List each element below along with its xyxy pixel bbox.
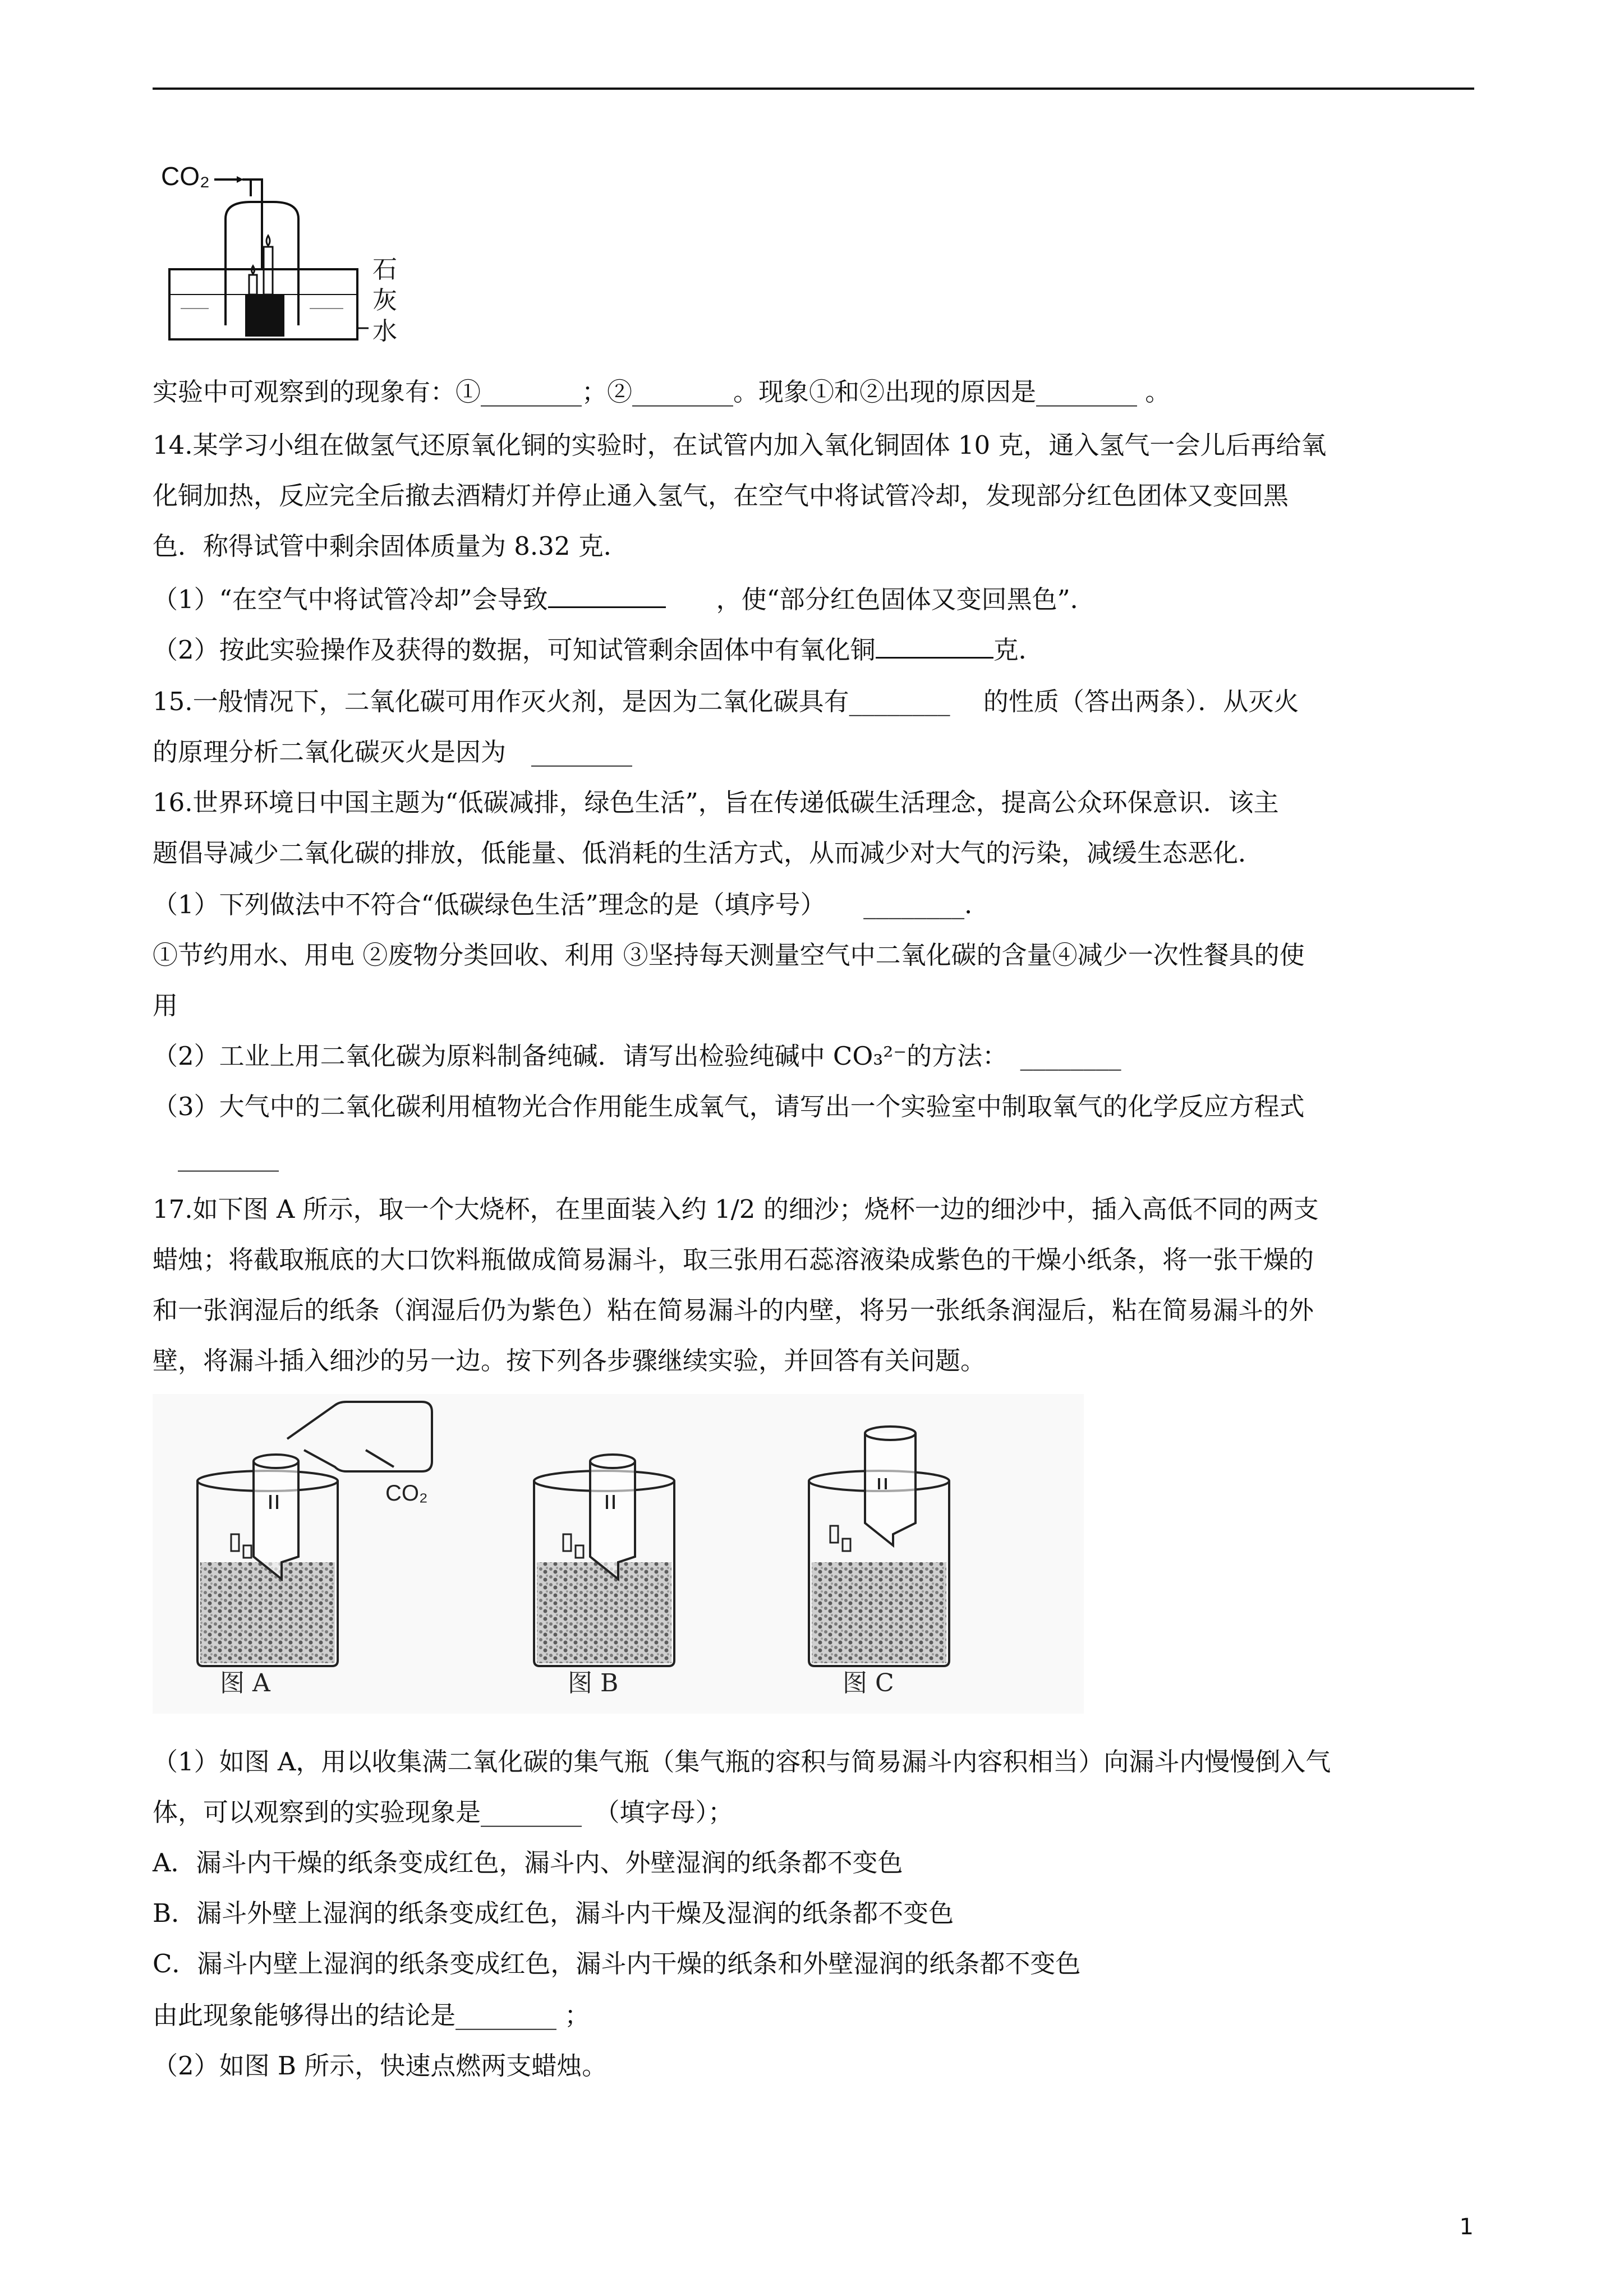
- page-number: 1: [1459, 2214, 1474, 2240]
- caption-c: 图 C: [843, 1669, 894, 1697]
- limewater-apparatus-figure: [153, 157, 411, 359]
- answer-blank: [876, 634, 993, 659]
- text-line-10: 题倡导减少二氧化碳的排放，低能量、低消耗的生活方式，从而减少对大气的污染，减缓生态恶化．: [153, 838, 1264, 868]
- header-rule: [153, 88, 1474, 90]
- text-line-12: ①节约用水、用电 ②废物分类回收、利用 ③坚持每天测量空气中二氧化碳的含量④减少一次性餐具的使: [153, 940, 1305, 970]
- co2-label: CO₂: [161, 162, 210, 191]
- text-line-6b: 克．: [993, 635, 1044, 665]
- text-line-11: （1）下列做法中不符合“低碳绿色生活”理念的是（填序号） ________．: [153, 890, 990, 919]
- caption-a: 图 A: [220, 1669, 270, 1697]
- text-line-9: 16.世界环境日中国主题为“低碳减排，绿色生活”，旨在传递低碳生活理念，提高公众环保意识．该主: [153, 788, 1279, 817]
- text-line-5b: ，使“部分红色固体又变回黑色”．: [665, 585, 1096, 614]
- text-line-19: 和一张润湿后的纸条（润湿后仍为紫色）粘在简易漏斗的内壁，将另一张纸条润湿后，粘在简易漏斗的外: [153, 1295, 1314, 1325]
- text-line-15: （3）大气中的二氧化碳利用植物光合作用能生成氧气，请写出一个实验室中制取氧气的化学反应方程式: [153, 1092, 1305, 1121]
- text-line-1: 实验中可观察到的现象有：①________；②________。现象①和②出现的原因是________ 。: [153, 377, 1171, 407]
- text-line-18: 蜡烛；将截取瓶底的大口饮料瓶做成简易漏斗，取三张用石蕊溶液染成紫色的干燥小纸条，将一张干燥的: [153, 1245, 1314, 1274]
- text-line-13: 用: [153, 991, 178, 1020]
- text-line-27: （2）如图 B 所示，快速点燃两支蜡烛。: [153, 2051, 608, 2081]
- text-line-4: 色．称得试管中剩余固体质量为 8.32 克．: [153, 531, 629, 561]
- text-line-21: （1）如图 A，用以收集满二氧化碳的集气瓶（集气瓶的容积与简易漏斗内容积相当）向漏斗内慢慢倒入气: [153, 1747, 1331, 1777]
- text-line-16: ________: [153, 1142, 279, 1172]
- text-line-14: （2）工业上用二氧化碳为原料制备纯碱．请写出检验纯碱中 CO₃²⁻的方法： ________: [153, 1041, 1121, 1071]
- answer-blank: [548, 584, 666, 608]
- funnel-beaker-figure: [153, 1394, 1084, 1714]
- text-line-5: [153, 582, 1476, 617]
- limewater-label-1: 石: [372, 255, 397, 284]
- caption-b: 图 B: [568, 1669, 619, 1697]
- co2-figure-label: CO₂: [385, 1481, 428, 1506]
- text-line-8: 的原理分析二氧化碳灭火是因为 ________: [153, 737, 633, 767]
- text-line-2: 14.某学习小组在做氢气还原氧化铜的实验时，在试管内加入氧化铜固体 10 克，通入氢气一会儿后再给氧: [153, 430, 1327, 460]
- text-line-6a: （2）按此实验操作及获得的数据，可知试管剩余固体中有氧化铜: [153, 635, 876, 665]
- text-line-6: [153, 633, 1476, 668]
- text-line-17: 17.如下图 A 所示，取一个大烧杯，在里面装入约 1/2 的细沙；烧杯一边的细沙中，插入高低不同的两支: [153, 1194, 1319, 1224]
- text-line-22: 体，可以观察到的实验现象是________ （填字母）；: [153, 1797, 734, 1827]
- text-line-7: 15.一般情况下，二氧化碳可用作灭火剂，是因为二氧化碳具有________ 的性质（答出两条）．从灭火: [153, 687, 1299, 716]
- text-line-23: A．漏斗内干燥的纸条变成红色，漏斗内、外壁湿润的纸条都不变色: [153, 1848, 903, 1878]
- text-line-24: B．漏斗外壁上湿润的纸条变成红色，漏斗内干燥及湿润的纸条都不变色: [153, 1898, 954, 1928]
- limewater-label-3: 水: [372, 317, 397, 346]
- text-line-26: 由此现象能够得出的结论是________ ；: [153, 2000, 590, 2030]
- text-line-25: C．漏斗内壁上湿润的纸条变成红色，漏斗内干燥的纸条和外壁湿润的纸条都不变色: [153, 1949, 1081, 1978]
- limewater-label-2: 灰: [372, 286, 397, 315]
- text-line-3: 化铜加热，反应完全后撤去酒精灯并停止通入氢气，在空气中将试管冷却，发现部分红色团体又变回黑: [153, 481, 1289, 510]
- text-line-5a: （1）“在空气中将试管冷却”会导致: [153, 585, 548, 614]
- text-line-20: 壁，将漏斗插入细沙的另一边。按下列各步骤继续实验，并回答有关问题。: [153, 1346, 986, 1375]
